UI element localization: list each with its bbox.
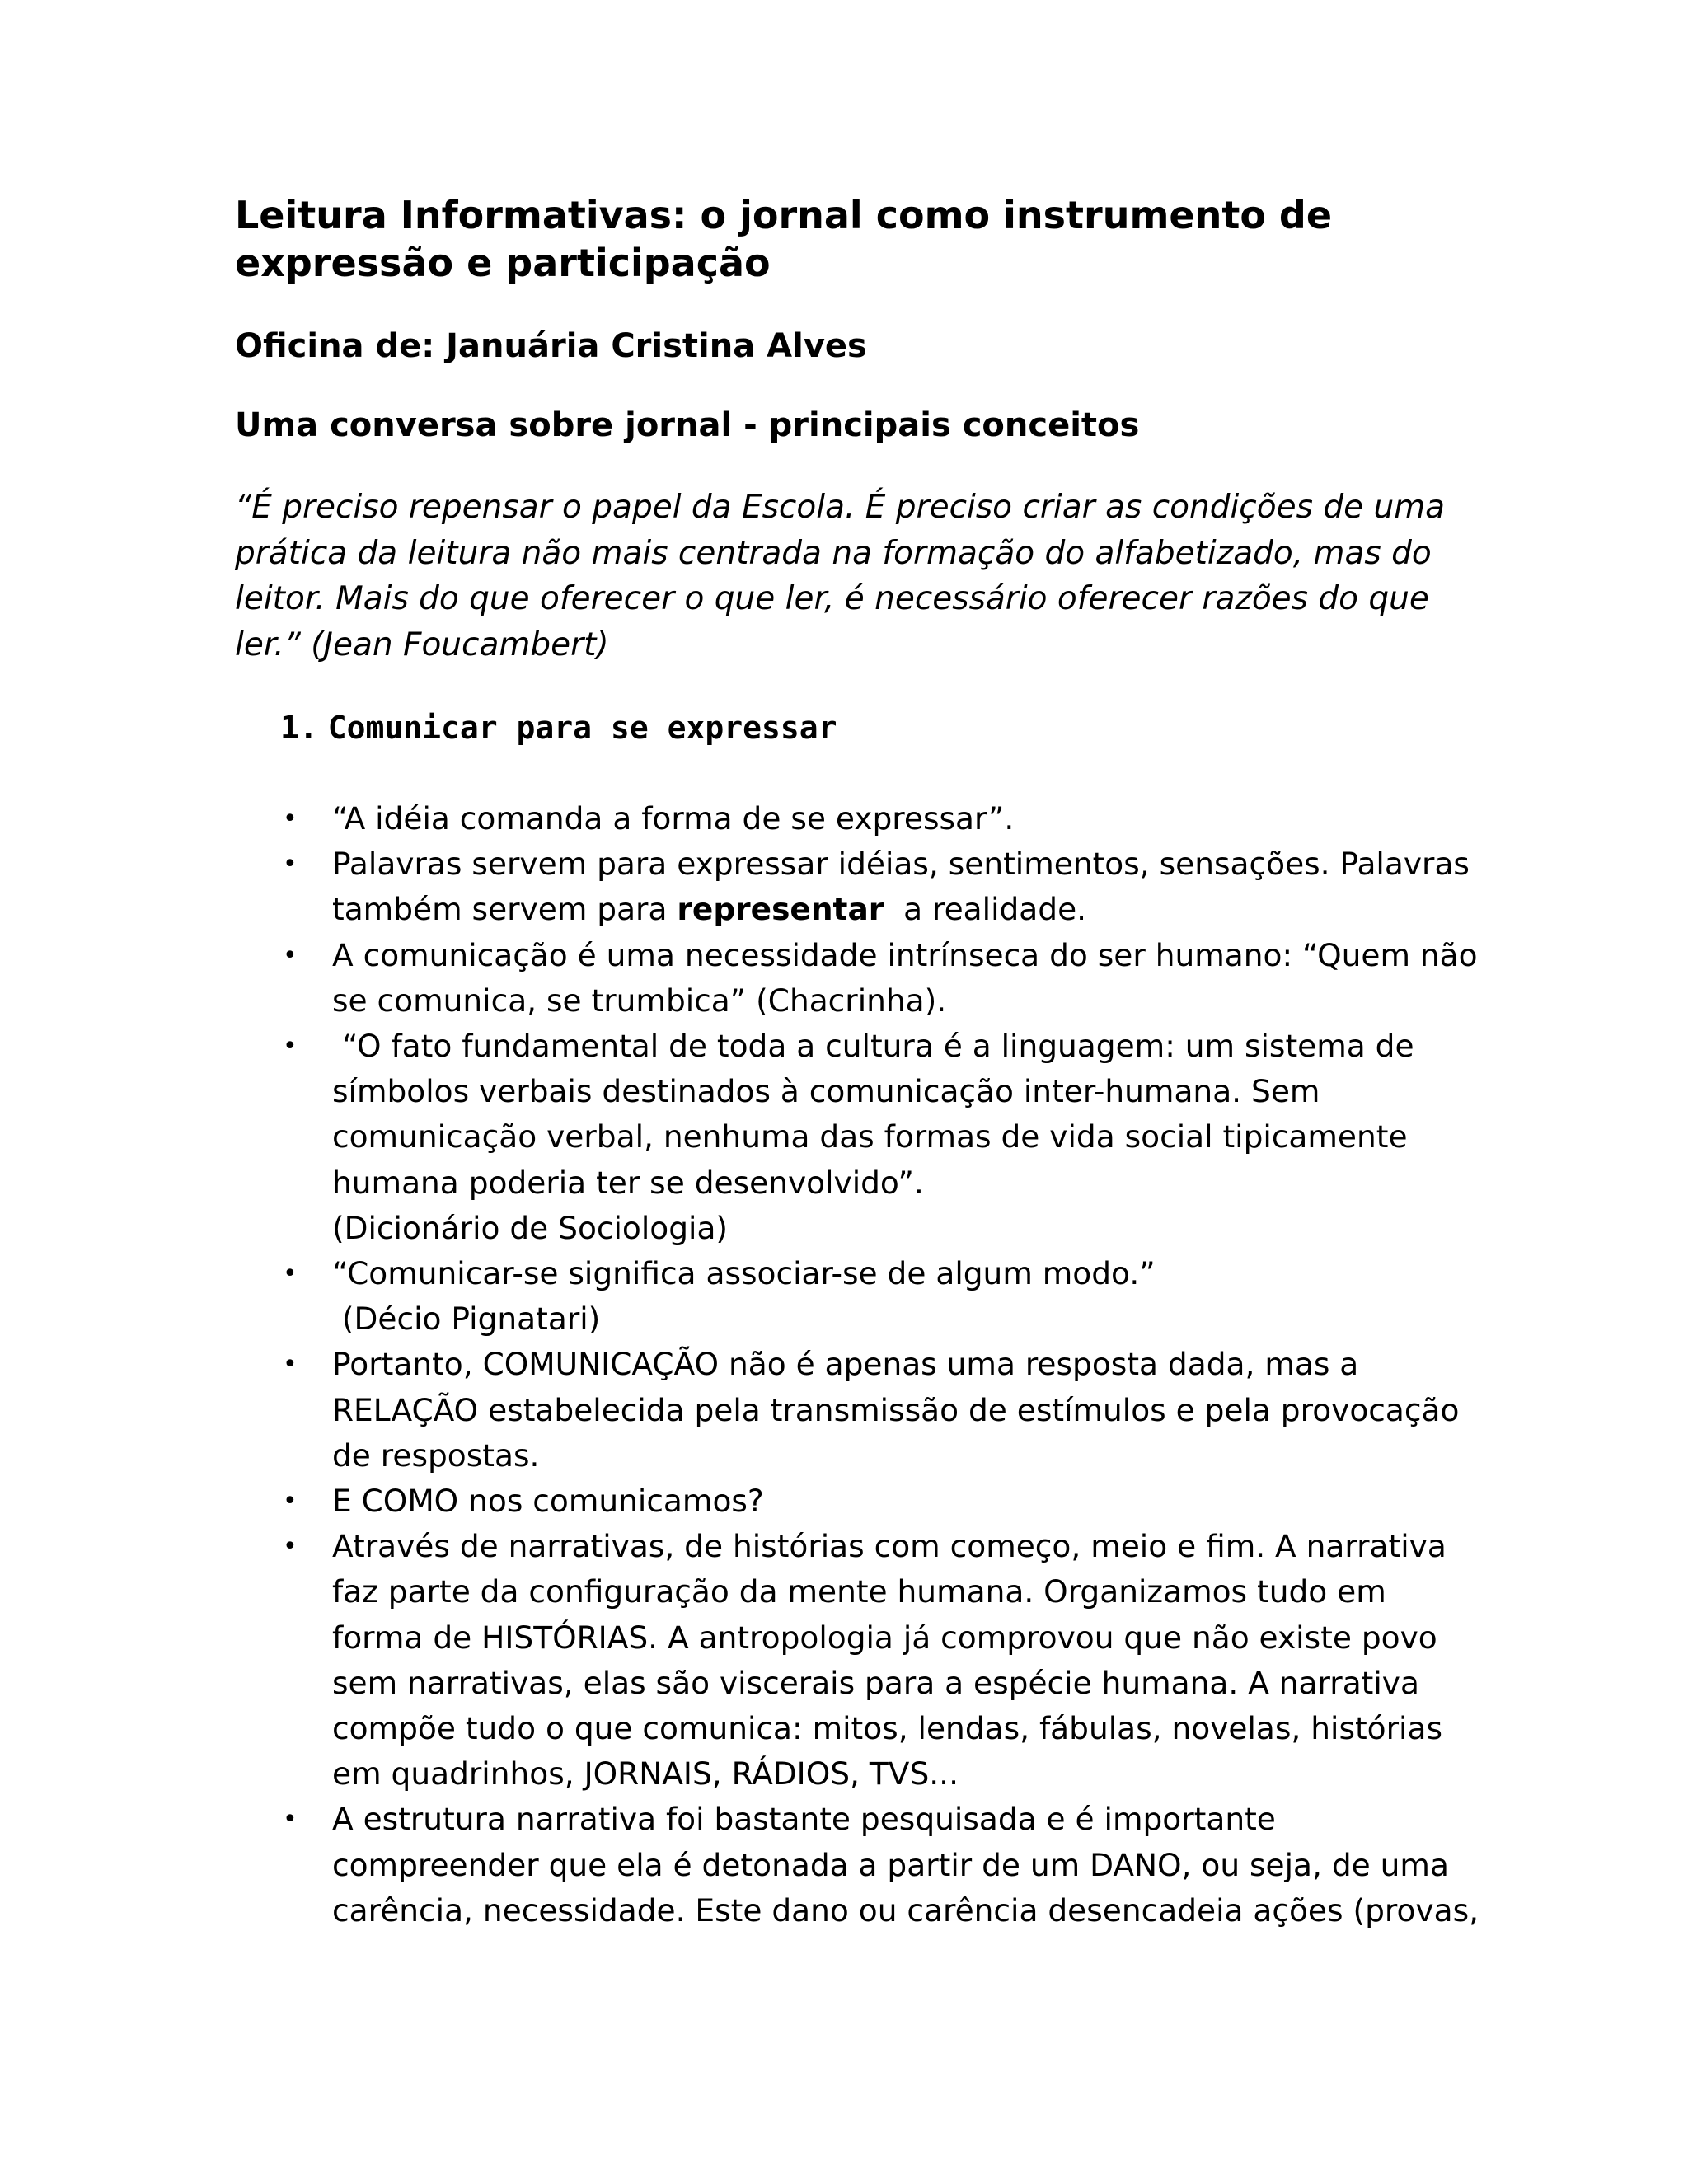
bullet-line: humana poderia ter se desenvolvido”. xyxy=(332,1164,924,1201)
bullet-line: “O fato fundamental de toda a cultura é a linguagem: um sistema de xyxy=(332,1028,1414,1065)
list-item xyxy=(0,796,1688,841)
bullet-line: se comunica, se trumbica” (Chacrinha). xyxy=(332,982,947,1019)
bullet-icon: • xyxy=(283,1805,298,1835)
bullet-list xyxy=(0,796,1688,1933)
bullet-icon: • xyxy=(283,940,298,970)
list-item xyxy=(0,841,1688,932)
list-item xyxy=(0,1524,1688,1797)
bullet-line: “Comunicar-se significa associar-se de algum modo.” xyxy=(332,1255,1156,1292)
list-item xyxy=(0,933,1688,1024)
author-heading: Oficina de: Januária Cristina Alves xyxy=(235,327,867,365)
section-number: 1. xyxy=(280,710,318,746)
bullet-line: comunicação verbal, nenhuma das formas de vida social tipicamente xyxy=(332,1118,1408,1155)
bullet-icon: • xyxy=(283,804,298,833)
title-line: Leitura Informativas: o jornal como instrumento de xyxy=(235,193,1333,237)
bullet-line: faz parte da configuração da mente humana. Organizamos tudo em xyxy=(332,1573,1386,1610)
bullet-line: em quadrinhos, JORNAIS, RÁDIOS, TVS... xyxy=(332,1755,959,1793)
bullet-line: sem narrativas, elas são viscerais para a espécie humana. A narrativa xyxy=(332,1664,1419,1701)
bullet-line xyxy=(332,887,1688,932)
bullet-line: E COMO nos comunicamos? xyxy=(332,1483,764,1520)
quote-line: leitor. Mais do que oferecer o que ler, é necessário oferecer razões do que xyxy=(235,580,1429,617)
bullet-icon: • xyxy=(283,1487,298,1516)
list-item xyxy=(0,1342,1688,1479)
quote-line: ler.” (Jean Foucambert) xyxy=(235,626,609,663)
bullet-icon: • xyxy=(283,1350,298,1380)
bullet-line: (Dicionário de Sociologia) xyxy=(332,1209,729,1246)
list-item xyxy=(0,1024,1688,1251)
list-item xyxy=(0,1797,1688,1933)
bullet-line: A comunicação é uma necessidade intrínseca do ser humano: “Quem não xyxy=(332,936,1478,973)
bullet-line: A estrutura narrativa foi bastante pesquisada e é importante xyxy=(332,1801,1276,1838)
list-item xyxy=(0,1479,1688,1524)
bullet-line: símbolos verbais destinados à comunicação inter-humana. Sem xyxy=(332,1073,1320,1110)
section-heading xyxy=(280,707,837,748)
bullet-line: “A idéia comanda a forma de se expressar”. xyxy=(332,800,1015,837)
bullet-line: de respostas. xyxy=(332,1436,540,1474)
bullet-icon: • xyxy=(283,1532,298,1562)
bullet-icon: • xyxy=(283,850,298,879)
quote-line: “É preciso repensar o papel da Escola. É preciso criar as condições de uma xyxy=(235,489,1446,526)
emphasis-text: representar xyxy=(677,891,884,928)
bullet-line: compreender que ela é detonada a partir de um DANO, ou seja, de uma xyxy=(332,1846,1449,1883)
bullet-icon: • xyxy=(283,1032,298,1062)
bullet-line: RELAÇÃO estabelecida pela transmissão de estímulos e pela provocação xyxy=(332,1391,1460,1428)
bullet-line: carência, necessidade. Este dano ou carência desencadeia ações (provas, xyxy=(332,1891,1479,1929)
bullet-line: compõe tudo o que comunica: mitos, lendas, fábulas, novelas, histórias xyxy=(332,1710,1442,1747)
bullet-line: forma de HISTÓRIAS. A antropologia já comprovou que não existe povo xyxy=(332,1619,1437,1656)
bullet-line: Através de narrativas, de histórias com começo, meio e fim. A narrativa xyxy=(332,1528,1447,1565)
bullet-text: a realidade. xyxy=(884,891,1087,928)
quote-line: prática da leitura não mais centrada na formação do alfabetizado, mas do xyxy=(235,534,1432,572)
bullet-text: também servem para xyxy=(332,891,678,928)
bullet-icon: • xyxy=(283,1259,298,1289)
bullet-line: Portanto, COMUNICAÇÃO não é apenas uma resposta dada, mas a xyxy=(332,1346,1359,1383)
bullet-line: Palavras servem para expressar idéias, sentimentos, sensações. Palavras xyxy=(332,846,1470,883)
bullet-line: (Décio Pignatari) xyxy=(332,1301,601,1338)
section-title: Comunicar para se expressar xyxy=(327,710,837,746)
title-line: expressão e participação xyxy=(235,241,771,285)
epigraph-quote xyxy=(235,485,1471,668)
list-item xyxy=(0,1251,1688,1342)
document-title xyxy=(235,191,1471,287)
subheading: Uma conversa sobre jornal - principais conceitos xyxy=(235,406,1140,444)
